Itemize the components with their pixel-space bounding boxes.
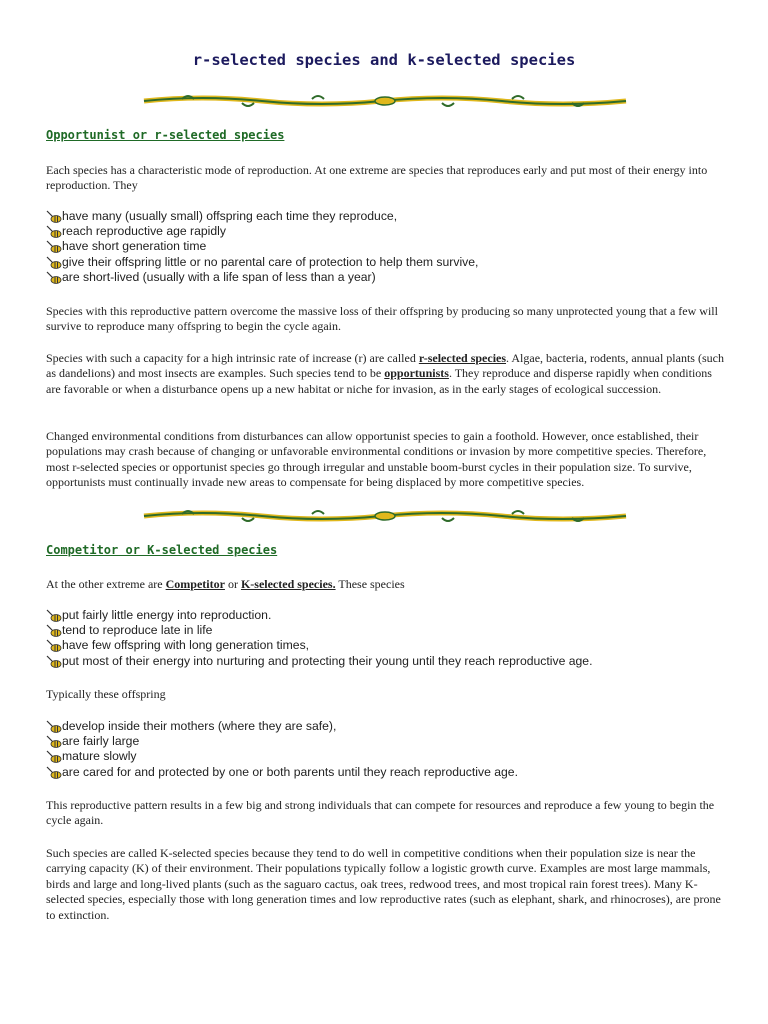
k-paragraph-2: Such species are called K-selected species because they tend to do well in competitive conditions when their population size is near the carrying capacity (K) of their environment. Their populations typically follow a logistic growth curve. Examples are most large mammals, birds and large and long-lived plants (such as the saguaro cactus, oak trees, redwood trees, and most tropical rain forest trees). Many K-selected species, especially those with long generation times and low reproductive rates (such as elephant, shark, and rhinocroses), are prone to extinction. [46,846,721,922]
list-item: are cared for and protected by one or both parents until they reach reproductive age. [46,765,518,780]
bee-bullet-icon [46,255,62,270]
bee-bullet-icon [46,734,62,749]
list-item: put fairly little energy into reproduction. [46,608,592,623]
list-item: put most of their energy into nurturing and protecting their young until they reach reproductive age. [46,654,592,669]
list-item: are fairly large [46,734,518,749]
bee-bullet-icon [46,638,62,653]
bee-bullet-icon [46,654,62,669]
bee-bullet-icon [46,608,62,623]
r-traits-list [46,209,478,285]
term-k-selected: K-selected species. [240,577,336,591]
bee-bullet-icon [46,209,62,224]
k-offspring-list [46,719,518,780]
bee-bullet-icon [46,749,62,764]
bee-bullet-icon [46,239,62,254]
section-heading-r-selected: Opportunist or r-selected species [46,128,285,142]
k-typically-text: Typically these offspring [46,687,166,701]
bee-bullet-icon [46,765,62,780]
list-item: mature slowly [46,749,518,764]
page-title: r-selected species and k-selected species [192,51,576,69]
term-r-selected: r-selected species [418,351,507,365]
r-paragraph-3: Changed environmental conditions from disturbances can allow opportunist species to gain a foothold. However, once established, their populations may crash because of changing or unfavorable environmental conditions or invasion by more competitive species. Therefore, most r-selected species or opportunist species go through irregular and unstable boom-burst cycles in their population size. To survive, opportunists must continually invade new areas to compensate for being displaced by more competitive species. [46,429,707,490]
list-item: are short-lived (usually with a life span of less than a year) [46,270,478,285]
list-item: have few offspring with long generation times, [46,638,592,653]
list-item: have many (usually small) offspring each time they reproduce, [46,209,478,224]
bee-bullet-icon [46,224,62,239]
k-paragraph-1: This reproductive pattern results in a few big and strong individuals that can compete for resources and reproduce a few young to begin the cycle again. [46,798,715,828]
k-intro-paragraph: At the other extreme are Competitor or K-selected species. These species [46,577,405,591]
k-traits-list [46,608,592,669]
bee-bullet-icon [46,719,62,734]
list-item: give their offspring little or no parental care of protection to help them survive, [46,255,478,270]
vine-divider-icon [142,508,628,524]
term-competitor: Competitor [165,577,225,591]
r-paragraph-1: Species with this reproductive pattern overcome the massive loss of their offspring by producing so many unprotected young that a few will survive to reproduce many offspring to begin the cycle again. [46,304,718,334]
r-paragraph-2: Species with such a capacity for a high intrinsic rate of increase (r) are called r-selected species. Algae, bacteria, rodents, annual plants (such as dandelions) and most insects are examples. Such species tend to be opportunists. They reproduce and disperse rapidly when conditions are favorable or when a disturbance opens up a new habitat or niche for invasion, as in the early stages of ecological succession. [46,351,724,396]
term-opportunists: opportunists [384,366,449,381]
r-intro-paragraph: Each species has a characteristic mode of reproduction. At one extreme are species that reproduces early and put most of their energy into reproduction. They [46,163,708,193]
vine-divider-icon [142,93,628,109]
list-item: have short generation time [46,239,478,254]
list-item: tend to reproduce late in life [46,623,592,638]
bee-bullet-icon [46,270,62,285]
list-item: reach reproductive age rapidly [46,224,478,239]
list-item: develop inside their mothers (where they are safe), [46,719,518,734]
bee-bullet-icon [46,623,62,638]
section-heading-k-selected: Competitor or K-selected species [46,543,278,557]
